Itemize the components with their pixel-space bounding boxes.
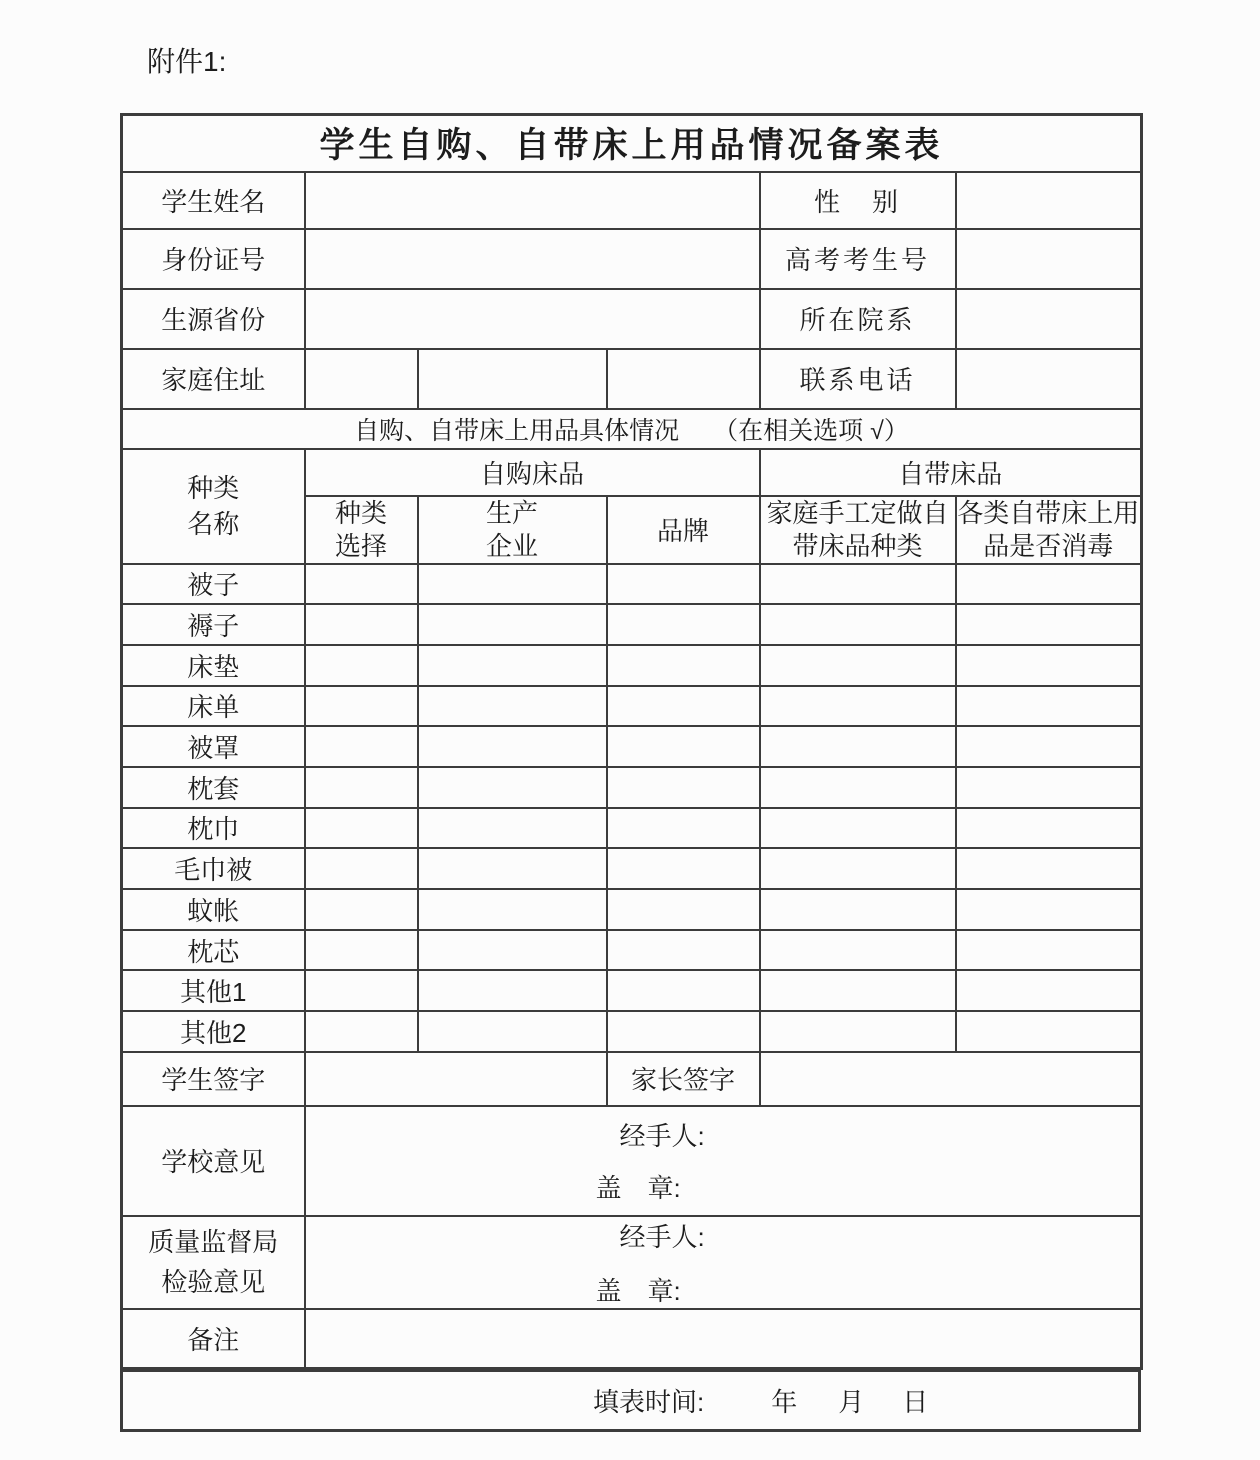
student-name-label: 学生姓名 bbox=[122, 172, 305, 229]
section-banner bbox=[122, 409, 1142, 449]
blank-cell bbox=[418, 1011, 607, 1052]
bedding-item-row bbox=[122, 848, 1142, 889]
blank-cell bbox=[607, 645, 760, 686]
quality-opinion-row bbox=[122, 1216, 1142, 1309]
form-title: 学生自购、自带床上用品情况备案表 bbox=[122, 115, 1142, 172]
col-type-line1: 种类 bbox=[334, 497, 387, 528]
blank-cell bbox=[418, 930, 607, 971]
blank-cell bbox=[418, 889, 607, 930]
col-type-header bbox=[305, 496, 418, 564]
category-row-header-line1: 种类 bbox=[187, 473, 240, 503]
blank-cell bbox=[607, 604, 760, 645]
blank-cell bbox=[760, 686, 956, 727]
student-name-value-cell bbox=[305, 172, 760, 229]
col-manufacturer-line1: 生产 bbox=[485, 497, 538, 528]
attachment-label: 附件1: bbox=[147, 46, 227, 77]
fill-date-label: 填表时间: bbox=[593, 1387, 705, 1417]
fill-date-day: 日 bbox=[902, 1387, 929, 1417]
blank-cell bbox=[305, 726, 418, 767]
blank-cell bbox=[760, 726, 956, 767]
blank-cell bbox=[418, 848, 607, 889]
blank-cell bbox=[956, 1011, 1142, 1052]
blank-cell bbox=[760, 848, 956, 889]
blank-cell bbox=[305, 767, 418, 808]
col-disinfect-line1: 各类自带床上用 bbox=[957, 497, 1140, 528]
blank-cell bbox=[760, 1011, 956, 1052]
blank-cell bbox=[956, 930, 1142, 971]
item-label: 被子 bbox=[122, 564, 305, 605]
gender-label: 性 别 bbox=[760, 172, 956, 229]
col-brand-header: 品牌 bbox=[607, 496, 760, 564]
col-handmade-line1: 家庭手工定做自 bbox=[766, 497, 949, 528]
quality-opinion-label bbox=[122, 1216, 305, 1309]
fill-date-row bbox=[120, 1369, 1141, 1432]
blank-cell bbox=[760, 767, 956, 808]
origin-province-value-cell bbox=[305, 289, 760, 349]
remarks-row bbox=[122, 1309, 1142, 1369]
blank-cell bbox=[956, 726, 1142, 767]
blank-cell bbox=[956, 604, 1142, 645]
blank-cell bbox=[418, 808, 607, 849]
blank-cell bbox=[956, 564, 1142, 605]
blank-cell bbox=[418, 645, 607, 686]
col-manufacturer-header bbox=[418, 496, 607, 564]
quality-handler-label: 经手人: bbox=[619, 1221, 705, 1252]
quality-opinion-label-line2: 检验意见 bbox=[161, 1267, 266, 1298]
blank-cell bbox=[956, 686, 1142, 727]
blank-cell bbox=[760, 808, 956, 849]
school-opinion-cell bbox=[305, 1106, 1142, 1216]
item-label: 床单 bbox=[122, 686, 305, 727]
col-type-line2: 选择 bbox=[334, 530, 387, 561]
remarks-label: 备注 bbox=[122, 1309, 305, 1369]
blank-cell bbox=[607, 1011, 760, 1052]
info-row-id bbox=[122, 229, 1142, 289]
blank-cell bbox=[760, 564, 956, 605]
bedding-item-row bbox=[122, 1011, 1142, 1052]
bedding-item-row bbox=[122, 889, 1142, 930]
student-signature-cell bbox=[305, 1052, 607, 1106]
student-signature-label: 学生签字 bbox=[122, 1052, 305, 1106]
phone-label: 联系电话 bbox=[760, 349, 956, 409]
item-label: 床垫 bbox=[122, 645, 305, 686]
school-opinion-block bbox=[596, 1116, 705, 1205]
group-header-row bbox=[122, 449, 1142, 496]
blank-cell bbox=[956, 767, 1142, 808]
home-address-value-cell bbox=[305, 349, 418, 409]
phone-value-cell bbox=[956, 349, 1142, 409]
blank-cell bbox=[305, 808, 418, 849]
col-disinfect-line2: 品是否消毒 bbox=[983, 530, 1114, 561]
blank-cell bbox=[607, 767, 760, 808]
info-row-province bbox=[122, 289, 1142, 349]
home-address-label: 家庭住址 bbox=[122, 349, 305, 409]
blank-cell bbox=[956, 645, 1142, 686]
quality-opinion-cell bbox=[305, 1216, 1142, 1309]
school-opinion-label: 学校意见 bbox=[122, 1106, 305, 1216]
item-label: 蚊帐 bbox=[122, 889, 305, 930]
blank-cell bbox=[305, 970, 418, 1011]
blank-cell bbox=[305, 1011, 418, 1052]
school-seal-label: 盖 章: bbox=[595, 1173, 681, 1204]
home-address-value-cell bbox=[418, 349, 607, 409]
blank-cell bbox=[305, 645, 418, 686]
id-number-label: 身份证号 bbox=[122, 229, 305, 289]
item-label: 其他1 bbox=[122, 970, 305, 1011]
item-label: 其他2 bbox=[122, 1011, 305, 1052]
blank-cell bbox=[956, 808, 1142, 849]
blank-cell bbox=[607, 930, 760, 971]
category-row-header-line2: 名称 bbox=[187, 509, 240, 539]
school-opinion-row bbox=[122, 1106, 1142, 1216]
col-disinfect-header bbox=[956, 496, 1142, 564]
item-label: 枕巾 bbox=[122, 808, 305, 849]
blank-cell bbox=[305, 686, 418, 727]
exam-number-value-cell bbox=[956, 229, 1142, 289]
section-banner-row bbox=[122, 409, 1142, 449]
blank-cell bbox=[418, 767, 607, 808]
blank-cell bbox=[760, 645, 956, 686]
registration-form-table bbox=[120, 113, 1143, 1370]
bedding-item-row bbox=[122, 686, 1142, 727]
group-brought-header: 自带床品 bbox=[760, 449, 1142, 496]
home-address-value-cell bbox=[607, 349, 760, 409]
blank-cell bbox=[956, 889, 1142, 930]
section-banner-text: 自购、自带床上用品具体情况 bbox=[354, 416, 680, 445]
section-banner-note: （在相关选项 √） bbox=[713, 416, 909, 445]
quality-opinion-label-line1: 质量监督局 bbox=[148, 1227, 279, 1258]
blank-cell bbox=[760, 930, 956, 971]
gender-value-cell bbox=[956, 172, 1142, 229]
fill-date-year: 年 bbox=[771, 1387, 798, 1417]
blank-cell bbox=[305, 604, 418, 645]
remarks-cell bbox=[305, 1309, 1142, 1369]
id-number-value-cell bbox=[305, 229, 760, 289]
bedding-item-row bbox=[122, 564, 1142, 605]
blank-cell bbox=[418, 564, 607, 605]
bedding-item-row bbox=[122, 970, 1142, 1011]
parent-signature-cell bbox=[760, 1052, 1142, 1106]
blank-cell bbox=[607, 808, 760, 849]
blank-cell bbox=[418, 686, 607, 727]
parent-signature-label: 家长签字 bbox=[607, 1052, 760, 1106]
blank-cell bbox=[760, 604, 956, 645]
blank-cell bbox=[760, 889, 956, 930]
info-row-name bbox=[122, 172, 1142, 229]
category-row-header bbox=[122, 449, 305, 564]
info-row-address bbox=[122, 349, 1142, 409]
item-label: 被罩 bbox=[122, 726, 305, 767]
bedding-item-row bbox=[122, 726, 1142, 767]
bedding-item-row bbox=[122, 930, 1142, 971]
item-label: 毛巾被 bbox=[122, 848, 305, 889]
blank-cell bbox=[418, 726, 607, 767]
blank-cell bbox=[956, 970, 1142, 1011]
col-handmade-header bbox=[760, 496, 956, 564]
col-handmade-line2: 带床品种类 bbox=[792, 530, 923, 561]
signature-row bbox=[122, 1052, 1142, 1106]
blank-cell bbox=[607, 686, 760, 727]
blank-cell bbox=[607, 970, 760, 1011]
blank-cell bbox=[305, 930, 418, 971]
bedding-item-row bbox=[122, 604, 1142, 645]
group-purchased-header: 自购床品 bbox=[305, 449, 760, 496]
blank-cell bbox=[760, 970, 956, 1011]
department-label: 所在院系 bbox=[760, 289, 956, 349]
origin-province-label: 生源省份 bbox=[122, 289, 305, 349]
bedding-item-row bbox=[122, 808, 1142, 849]
blank-cell bbox=[418, 970, 607, 1011]
blank-cell bbox=[607, 726, 760, 767]
title-row bbox=[122, 115, 1142, 172]
blank-cell bbox=[305, 848, 418, 889]
blank-cell bbox=[607, 889, 760, 930]
blank-cell bbox=[607, 848, 760, 889]
blank-cell bbox=[305, 889, 418, 930]
blank-cell bbox=[418, 604, 607, 645]
fill-date-month: 月 bbox=[838, 1387, 865, 1417]
item-label: 褥子 bbox=[122, 604, 305, 645]
blank-cell bbox=[305, 564, 418, 605]
item-label: 枕芯 bbox=[122, 930, 305, 971]
bedding-item-row bbox=[122, 645, 1142, 686]
exam-number-label: 高考考生号 bbox=[760, 229, 956, 289]
bedding-item-row bbox=[122, 767, 1142, 808]
blank-cell bbox=[956, 848, 1142, 889]
school-handler-label: 经手人: bbox=[619, 1121, 705, 1152]
department-value-cell bbox=[956, 289, 1142, 349]
quality-opinion-block bbox=[596, 1217, 705, 1308]
blank-cell bbox=[607, 564, 760, 605]
quality-seal-label: 盖 章: bbox=[595, 1275, 681, 1306]
col-manufacturer-line2: 企业 bbox=[485, 530, 538, 561]
item-label: 枕套 bbox=[122, 767, 305, 808]
